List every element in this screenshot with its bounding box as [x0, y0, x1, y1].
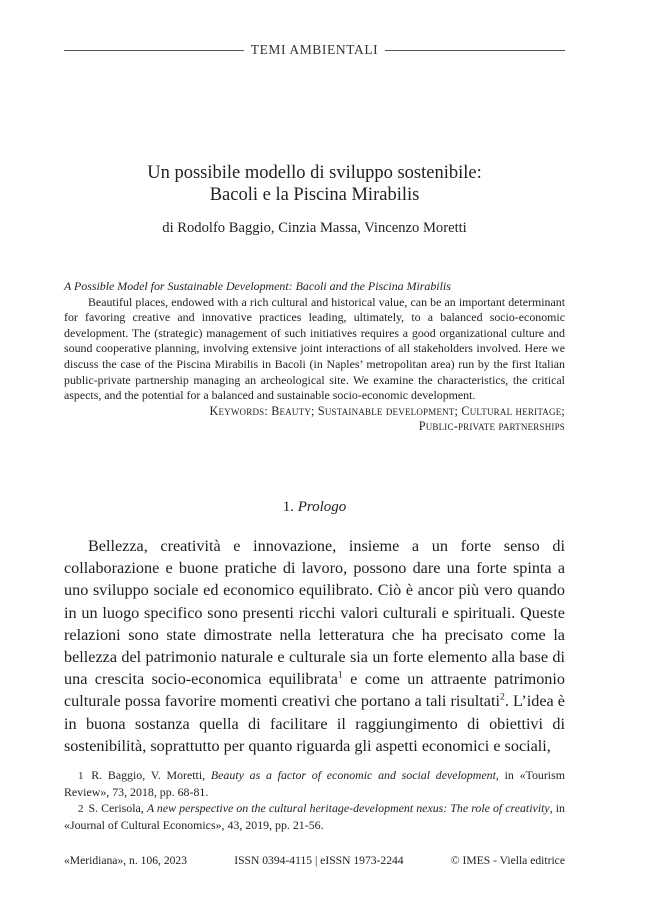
- footnote-ref-1[interactable]: 1: [337, 669, 343, 681]
- keywords-line-1: Keywords: Beauty; Sustainable development; Cultural heritage;: [209, 403, 565, 418]
- article-title-line-2: Bacoli e la Piscina Mirabilis: [209, 185, 420, 205]
- body-text-part-3: . L’idea è in buona sostanza quella di facilitare il raggiungimento di obiettivi di sostenibilità, soprattutto per quanto riguarda gli aspetti economici e sociali,: [64, 692, 565, 755]
- running-header: [64, 40, 565, 60]
- footnote-2-source: , in «Journal of Cultural Economics», 43, 2019, pp. 21-56.: [64, 801, 565, 832]
- footnote-2-title: A new perspective on the cultural heritage-development nexus: The role of creativity: [146, 801, 550, 815]
- body-text-part-1: Bellezza, creatività e innovazione, insieme a un forte senso di collaborazione e buone pratiche di lavoro, possono dare una forte spinta a uno sviluppo sociale ed economico equilibrato. Ciò è ancor più vero quando in un luogo specifico sono presenti ricchi valori culturali e spirituali. Queste relazioni sono state dimostrate nella letteratura che ha precisato come la bellezza del patrimonio naturale e culturale sia un forte elemento alla base di una crescita socio-economica equilibrata: [64, 537, 565, 689]
- footnote-ref-2[interactable]: 2: [499, 692, 505, 704]
- footnote-1-source: , in «Tourism Review», 73, 2018, pp. 68-81.: [64, 768, 565, 799]
- article-title: [64, 162, 565, 206]
- header-rule-left: [64, 50, 244, 51]
- abstract-title: A Possible Model for Sustainable Development: Bacoli and the Piscina Mirabilis: [64, 279, 451, 293]
- footnote-1-authors: R. Baggio, V. Moretti,: [91, 768, 211, 782]
- article-title-line-1: Un possibile modello di sviluppo sostenibile:: [147, 163, 482, 183]
- footer-issn: ISSN 0394-4115 | eISSN 1973-2244: [234, 854, 404, 867]
- footnotes: [64, 767, 565, 833]
- article-authors: di Rodolfo Baggio, Cinzia Massa, Vincenzo Moretti: [162, 220, 467, 236]
- footnote-2-authors: S. Cerisola,: [88, 801, 147, 815]
- section-title: Prologo: [297, 499, 347, 515]
- body-paragraph: [64, 535, 565, 757]
- abstract: [64, 279, 565, 435]
- section-number: 1.: [282, 499, 294, 515]
- footnote-2-number: 2: [78, 803, 84, 815]
- footnote-1-number: 1: [78, 770, 84, 782]
- section-heading: [64, 499, 565, 516]
- abstract-text: Beautiful places, endowed with a rich cultural and historical value, can be an important determinant for favoring creative and innovative practices leading, ultimately, to a balanced socio-economic development. The (strategic) management of such initiatives requires a good organizational culture and sound cooperative planning, involving extensive joint interactions of all stakeholders involved. Here we discuss the case of the Piscina Mirabilis in Bacoli (in Naples’ metropolitan area) run by the first Italian public-private partnership managing an archeological site. We examine the characteristics, the critical aspects, and the potential for a balanced and sustainable socio-economic development.: [64, 294, 565, 403]
- footnote-1-title: Beauty as a factor of economic and social development: [210, 768, 496, 782]
- running-header-title: TEMI AMBIENTALI: [250, 42, 379, 57]
- footer-publisher: © IMES - Viella editrice: [450, 854, 565, 867]
- header-rule-right: [385, 50, 565, 51]
- footer-journal: «Meridiana», n. 106, 2023: [64, 854, 188, 867]
- footnote-1: [64, 767, 565, 800]
- page-footer: [64, 854, 565, 867]
- footnote-2: [64, 800, 565, 833]
- body-text-part-2: e come un attraente patrimonio culturale possa favorire momenti creativi che portano a tali risultati: [64, 670, 565, 711]
- keywords-line-2: Public-private partnerships: [418, 419, 565, 434]
